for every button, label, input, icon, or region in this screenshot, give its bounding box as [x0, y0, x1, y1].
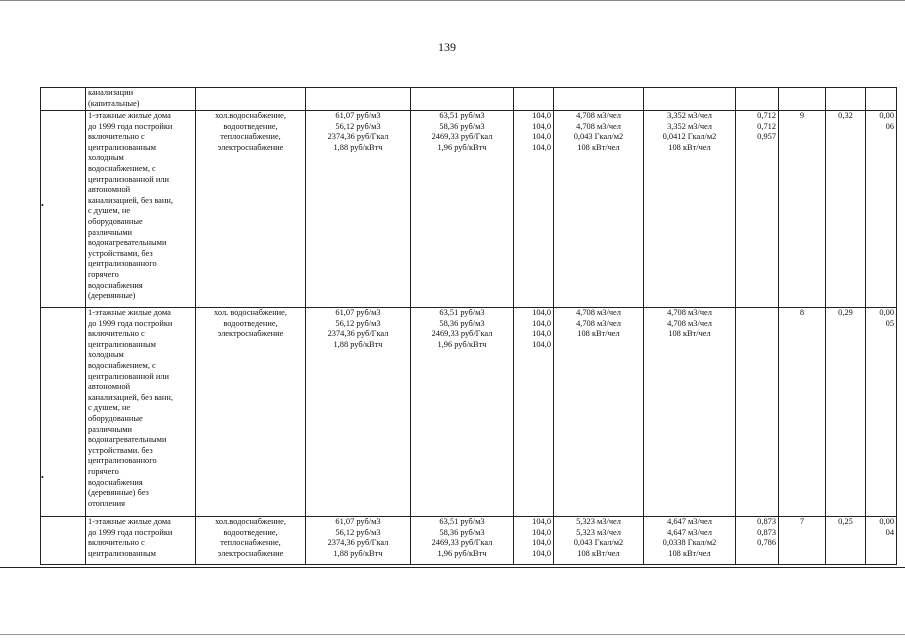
services-cell [196, 111, 306, 308]
cell-line: 58,36 руб/м3 [439, 527, 485, 537]
norm-old-cell [554, 88, 644, 111]
tariff-old-cell [306, 111, 411, 308]
housing-type-cell [86, 308, 196, 517]
cell-line: 61,07 руб/м3 [335, 111, 381, 120]
coefficient-cell [736, 517, 779, 565]
cell-line: 2469,33 руб/Гкал [431, 132, 493, 142]
cell-line: холодным [88, 350, 124, 360]
cell-line: 0,25 [838, 517, 853, 526]
cell-line [781, 88, 823, 99]
cell-line: 4,647 м3/чел [667, 517, 712, 526]
table-row [41, 517, 897, 565]
index-cell [514, 111, 554, 308]
cell-line: 56,12 руб/м3 [335, 318, 381, 328]
cell-line: хол.водоснабжение, [215, 111, 286, 120]
number-cell [779, 308, 826, 517]
tariff-old-cell [306, 88, 411, 111]
cell-line: отопления [88, 498, 126, 508]
cell-line: водоснабжения [88, 477, 143, 487]
page-number: 139 [438, 40, 456, 54]
norm-new-cell [644, 88, 736, 111]
cell-line: оборудованные [88, 413, 143, 423]
scan-bottom-edge [0, 634, 905, 635]
cell-line: 5,323 м3/чел [576, 527, 621, 537]
coefficient-cell [736, 308, 779, 517]
value-cell [826, 88, 866, 111]
cell-line: 0,29 [838, 308, 853, 317]
tariff-old-cell [306, 517, 411, 565]
row-marker-cell [41, 88, 86, 111]
cell-line: горячего [88, 269, 119, 279]
cell-line: 7 [799, 517, 805, 526]
cell-line: 0,32 [838, 111, 853, 120]
cell-line: канализацией, без ванн, [88, 195, 173, 205]
cell-line: 104,0 [532, 308, 551, 317]
cell-line: 0,0338 Гкал/м2 [662, 538, 717, 548]
cell-line: водоотведение, [223, 318, 278, 328]
housing-type-cell [86, 111, 196, 308]
number-cell [779, 517, 826, 565]
cell-line: автономной [88, 185, 131, 195]
cell-line: 4,708 м3/чел [576, 111, 621, 120]
tariff-new-cell [411, 111, 514, 308]
cell-line: 104,0 [532, 318, 551, 328]
coefficient-cell [736, 111, 779, 308]
cell-line: устройствами, без [88, 248, 153, 258]
cell-line: 4,647 м3/чел [667, 527, 712, 537]
norm-old-cell [554, 111, 644, 308]
cell-line: централизованной или [88, 174, 169, 184]
last-value-cell [866, 111, 897, 308]
cell-line: централизованным [88, 142, 156, 152]
cell-line: 104,0 [532, 121, 551, 131]
tariff-table [40, 87, 897, 565]
cell-line: 1,88 руб/кВтч [333, 142, 383, 152]
row-marker-cell [41, 308, 86, 517]
cell-line: горячего [88, 466, 119, 476]
cell-line: 0,00 [879, 111, 894, 120]
norm-old-cell [554, 517, 644, 565]
index-cell [514, 308, 554, 517]
value-cell [826, 517, 866, 565]
cell-line: 0,712 [757, 121, 776, 131]
cell-line: 0,712 [757, 111, 776, 120]
services-cell [196, 88, 306, 111]
last-value-cell [866, 517, 897, 565]
coefficient-cell [736, 88, 779, 111]
cell-line: различными [88, 227, 132, 237]
cell-line: 1-этажные жилые дома [88, 308, 171, 317]
cell-line: 108 кВт/чел [668, 142, 711, 152]
cell-line: 2469,33 руб/Гкал [431, 329, 493, 339]
cell-line: централизованным [88, 548, 156, 558]
norm-new-cell [644, 111, 736, 308]
cell-line: 104,0 [532, 339, 551, 349]
number-cell [779, 88, 826, 111]
cell-line: 104,0 [532, 548, 551, 558]
cell-line: включительно с [88, 538, 145, 548]
tariff-old-cell [306, 308, 411, 517]
cell-line: 0,00 [879, 517, 894, 526]
norm-new-cell [644, 517, 736, 565]
cell-line: устройствами. без [88, 445, 153, 455]
row-marker: • [41, 473, 44, 482]
cell-line: 06 [885, 121, 894, 131]
cell-line: 05 [885, 318, 894, 328]
cell-line: 56,12 руб/м3 [335, 527, 381, 537]
cell-line: теплоснабжение, [220, 538, 281, 548]
cell-line: оборудованные [88, 216, 143, 226]
tariff-new-cell [411, 517, 514, 565]
cell-line: 4,708 м3/чел [576, 308, 621, 317]
housing-type-cell [86, 88, 196, 111]
cell-line: водонагревательными [88, 238, 167, 248]
last-value-cell [866, 308, 897, 517]
tariff-new-cell [411, 88, 514, 111]
cell-line: 04 [885, 527, 894, 537]
cell-line: 0,043 Гкал/м2 [573, 538, 624, 548]
cell-line: канализации [88, 88, 134, 97]
row-marker-cell [41, 517, 86, 565]
cell-line: 108 кВт/чел [577, 142, 620, 152]
cell-line: холодным [88, 153, 124, 163]
cell-line: 0,873 [757, 517, 776, 526]
cell-line: включительно с [88, 329, 145, 339]
cell-line: электроснабжение [217, 548, 284, 558]
cell-line: (капитальные) [88, 98, 140, 108]
cell-line: 108 кВт/чел [577, 548, 620, 558]
cell-line: 63,51 руб/м3 [439, 111, 485, 120]
norm-new-cell [644, 308, 736, 517]
cell-line: до 1999 года постройки [88, 121, 173, 131]
cell-line: 1,96 руб/кВтч [437, 548, 487, 558]
cell-line: хол. водоснабжение, [214, 308, 287, 317]
cell-line: 108 кВт/чел [577, 329, 620, 339]
cell-line: включительно с [88, 132, 145, 142]
cell-line: канализацией, без ванн, [88, 392, 173, 402]
row-marker: • [41, 201, 44, 210]
cell-line: 4,708 м3/чел [667, 308, 712, 317]
cell-line: водоотведение, [223, 527, 278, 537]
services-cell [196, 308, 306, 517]
cell-line: электроснабжение [217, 329, 284, 339]
cell-line: водоснабжением, с [88, 163, 156, 173]
cell-line: 5,323 м3/чел [576, 517, 621, 526]
cell-line: 104,0 [532, 142, 551, 152]
cell-line: до 1999 года постройки [88, 527, 173, 537]
cell-line: водоотведение, [223, 121, 278, 131]
cell-line: централизованного [88, 259, 157, 269]
cell-line: 108 кВт/чел [668, 329, 711, 339]
cell-line: различными [88, 424, 132, 434]
cell-line: 0,957 [757, 132, 776, 142]
cell-line: с душем, не [88, 403, 131, 413]
cell-line: 63,51 руб/м3 [439, 517, 485, 526]
cell-line: водоснабжения [88, 280, 143, 290]
row-marker-cell [41, 111, 86, 308]
housing-type-cell [86, 517, 196, 565]
cell-line: автономной [88, 382, 131, 392]
last-value-cell [866, 88, 897, 111]
cell-line: централизованным [88, 339, 156, 349]
cell-line: водонагревательными [88, 435, 167, 445]
cell-line: (деревянные) [88, 291, 136, 301]
cell-line: 1,96 руб/кВтч [437, 142, 487, 152]
cell-line: 2374,36 руб/Гкал [327, 538, 389, 548]
cell-line: 58,36 руб/м3 [439, 318, 485, 328]
table-row [41, 111, 897, 308]
cell-line: 108 кВт/чел [668, 548, 711, 558]
cell-line: 104,0 [532, 538, 551, 548]
cell-line: теплоснабжение, [220, 132, 281, 142]
cell-line: 0,00 [879, 308, 894, 317]
value-cell [826, 111, 866, 308]
services-cell [196, 517, 306, 565]
cell-line: 56,12 руб/м3 [335, 121, 381, 131]
cell-line: хол.водоснабжение, [215, 517, 286, 526]
cell-line: 104,0 [532, 517, 551, 526]
cell-line: (деревянные) без [88, 488, 149, 498]
cell-line: 4,708 м3/чел [576, 121, 621, 131]
cell-line: 2374,36 руб/Гкал [327, 132, 389, 142]
cell-line: 104,0 [532, 527, 551, 537]
cell-line: 0,043 Гкал/м2 [573, 132, 624, 142]
cell-line: 58,36 руб/м3 [439, 121, 485, 131]
cell-line: 104,0 [532, 329, 551, 339]
cell-line: 1,88 руб/кВтч [333, 548, 383, 558]
cell-line: 104,0 [532, 111, 551, 120]
scan-top-edge [0, 0, 905, 1]
table-row [41, 88, 897, 111]
cell-line: до 1999 года постройки [88, 318, 173, 328]
cell-line: 0,0412 Гкал/м2 [662, 132, 717, 142]
table-row [41, 308, 897, 517]
table-body [41, 88, 897, 565]
cell-line: 4,708 м3/чел [667, 318, 712, 328]
page-bottom-rule [0, 567, 905, 568]
cell-line: электроснабжение [217, 142, 284, 152]
cell-line: 4,708 м3/чел [576, 318, 621, 328]
cell-line: 1,96 руб/кВтч [437, 339, 487, 349]
cell-line: 0,786 [757, 538, 776, 548]
value-cell [826, 308, 866, 517]
cell-line [828, 88, 863, 99]
cell-line: 8 [799, 308, 805, 317]
cell-line: 3,352 м3/чел [667, 111, 712, 120]
index-cell [514, 88, 554, 111]
cell-line: 1,88 руб/кВтч [333, 339, 383, 349]
cell-line: водоснабжением, с [88, 360, 156, 370]
number-cell [779, 111, 826, 308]
cell-line: 3,352 м3/чел [667, 121, 712, 131]
cell-line: 63,51 руб/м3 [439, 308, 485, 317]
norm-old-cell [554, 308, 644, 517]
tariff-new-cell [411, 308, 514, 517]
cell-line: 2469,33 руб/Гкал [431, 538, 493, 548]
cell-line: 61,07 руб/м3 [335, 308, 381, 317]
cell-line: 0,873 [757, 527, 776, 537]
cell-line: 1-этажные жилые дома [88, 111, 171, 120]
index-cell [514, 517, 554, 565]
cell-line: 9 [799, 111, 805, 120]
cell-line: централизованного [88, 456, 157, 466]
cell-line: 61,07 руб/м3 [335, 517, 381, 526]
cell-line: 2374,36 руб/Гкал [327, 329, 389, 339]
cell-line: 1-этажные жилые дома [88, 517, 171, 526]
cell-line: централизованной или [88, 371, 169, 381]
cell-line: с душем, не [88, 206, 131, 216]
cell-line: 104,0 [532, 132, 551, 142]
